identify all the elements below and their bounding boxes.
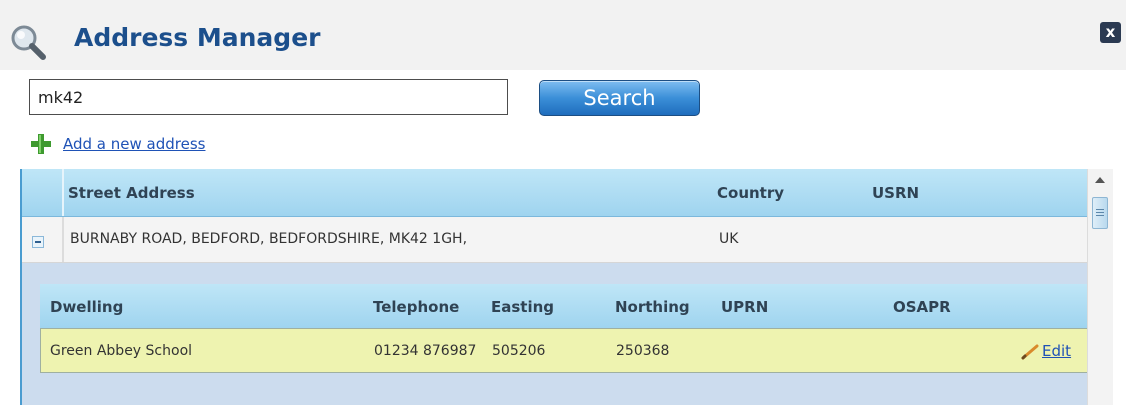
column-header-easting[interactable]: Easting <box>491 298 555 316</box>
dwelling-grid <box>40 284 1088 378</box>
pencil-icon[interactable] <box>1020 344 1040 360</box>
scrollbar-thumb[interactable] <box>1092 197 1108 229</box>
scroll-up-arrow-icon[interactable] <box>1095 177 1105 183</box>
column-header-telephone[interactable]: Telephone <box>373 298 460 316</box>
dialog-title: Address Manager <box>74 23 321 52</box>
grip-line <box>1096 215 1104 216</box>
column-header-dwelling[interactable]: Dwelling <box>50 298 124 316</box>
dwelling-row[interactable] <box>40 328 1088 373</box>
northing-cell: 250368 <box>616 343 670 359</box>
easting-cell: 505206 <box>492 343 546 359</box>
column-header-osapr[interactable]: OSAPR <box>893 298 951 316</box>
grip-line <box>1096 212 1104 213</box>
telephone-cell: 01234 876987 <box>374 343 477 359</box>
column-header-usrn[interactable]: USRN <box>872 184 920 202</box>
row-divider <box>62 217 64 262</box>
edit-link[interactable]: Edit <box>1042 342 1072 360</box>
collapse-icon[interactable] <box>32 236 44 248</box>
address-detail-panel <box>22 263 1087 405</box>
search-button[interactable]: Search <box>539 80 700 116</box>
country-cell: UK <box>719 231 739 247</box>
plus-icon[interactable] <box>30 133 52 155</box>
address-grid-header <box>22 169 1087 217</box>
address-grid <box>20 169 1087 405</box>
vertical-scrollbar[interactable] <box>1087 169 1113 405</box>
magnifier-icon <box>8 22 48 62</box>
column-header-street-address[interactable]: Street Address <box>68 184 195 202</box>
add-new-address-link[interactable]: Add a new address <box>63 135 206 153</box>
column-header-northing[interactable]: Northing <box>615 298 690 316</box>
street-address-cell: BURNABY ROAD, BEDFORD, BEDFORDSHIRE, MK42 1GH, <box>70 231 468 247</box>
column-header-uprn[interactable]: UPRN <box>721 298 769 316</box>
table-row[interactable] <box>22 217 1087 263</box>
dwelling-grid-header <box>40 284 1088 328</box>
column-header-country[interactable]: Country <box>717 184 785 202</box>
close-button[interactable]: x <box>1100 22 1121 43</box>
header-divider <box>62 169 64 216</box>
dialog-header <box>0 0 1126 70</box>
dwelling-cell: Green Abbey School <box>50 343 193 359</box>
search-input[interactable] <box>29 79 508 115</box>
grip-line <box>1096 209 1104 210</box>
